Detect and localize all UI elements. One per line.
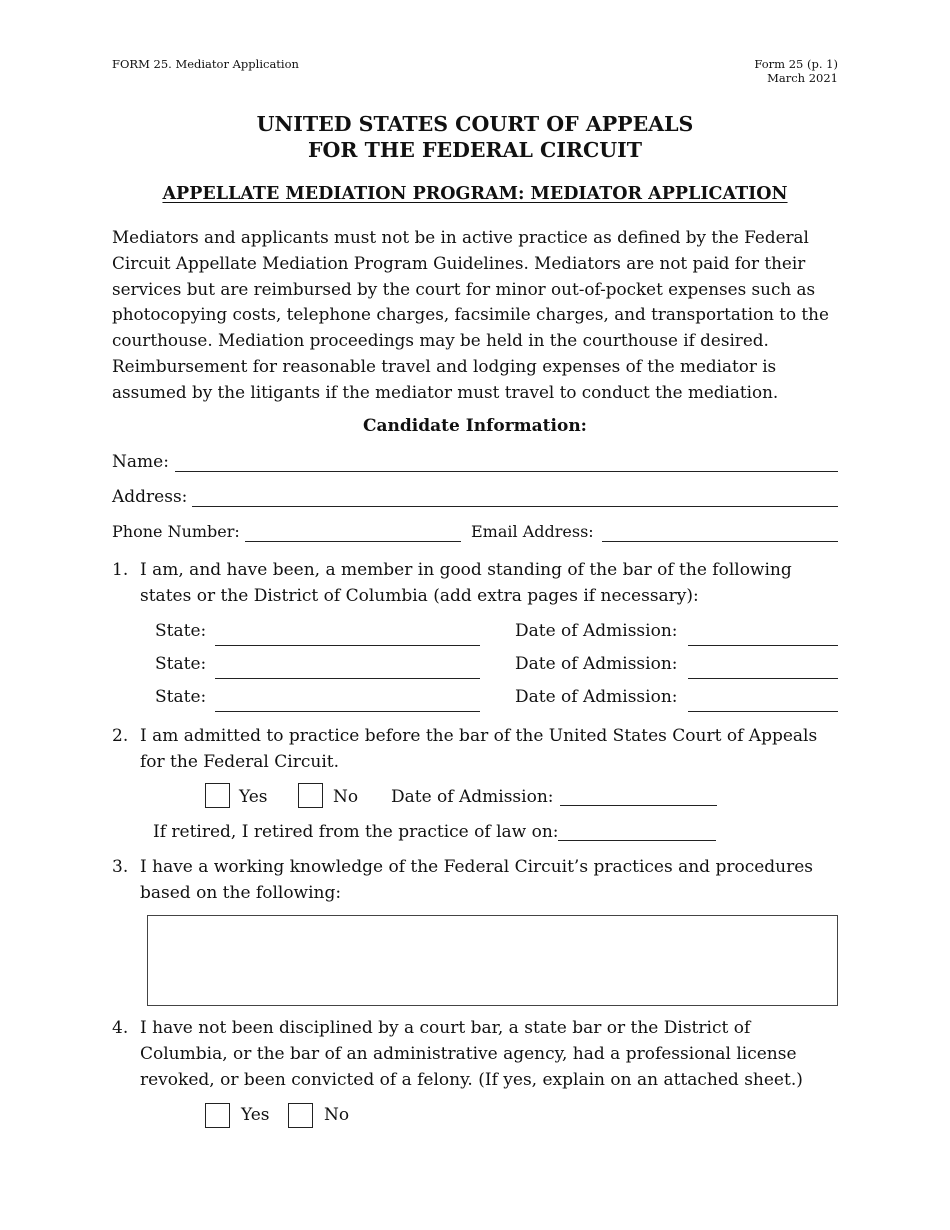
q4-no-label: No (324, 1105, 350, 1125)
admission-date-field-2[interactable] (688, 678, 838, 679)
q2-yes-label: Yes (239, 787, 268, 807)
q4-no-checkbox[interactable] (288, 1103, 313, 1128)
q1-number: 1. (112, 560, 129, 580)
q4-text-line3: revoked, or been convicted of a felony. (If yes, explain on an attached sheet.) (140, 1070, 803, 1090)
q4-yes-checkbox[interactable] (205, 1103, 230, 1128)
state-label: State: (155, 654, 207, 674)
retired-date-field[interactable] (558, 840, 716, 841)
q2-text-line2: for the Federal Circuit. (140, 752, 339, 772)
q2-yes-checkbox[interactable] (205, 783, 230, 808)
q3-number: 3. (112, 857, 129, 877)
phone-field[interactable] (245, 541, 461, 542)
q2-number: 2. (112, 726, 129, 746)
address-label: Address: (112, 487, 188, 507)
state-field-2[interactable] (215, 678, 480, 679)
q2-admission-label: Date of Admission: (391, 787, 554, 807)
phone-label: Phone Number: (112, 522, 240, 541)
state-field-1[interactable] (215, 645, 480, 646)
address-field[interactable] (192, 506, 838, 507)
email-label: Email Address: (471, 522, 594, 541)
intro-paragraph (112, 225, 838, 406)
intro-line: services but are reimbursed by the court for minor out-of-pocket expenses such as (112, 278, 816, 299)
q4-text-line1: I have not been disciplined by a court bar, a state bar or the District of (140, 1018, 751, 1038)
retired-label: If retired, I retired from the practice of law on: (153, 822, 559, 842)
admission-date-label: Date of Admission: (515, 654, 678, 674)
name-field[interactable] (175, 471, 838, 472)
intro-line: Reimbursement for reasonable travel and lodging expenses of the mediator is (112, 355, 777, 376)
form-subtitle: APPELLATE MEDIATION PROGRAM: MEDIATOR APPLICATION (162, 184, 788, 204)
q1-text-line1: I am, and have been, a member in good standing of the bar of the following (140, 560, 792, 580)
q3-knowledge-textbox[interactable] (147, 915, 838, 1006)
q2-admission-date-field[interactable] (560, 805, 717, 806)
q1-text-line2: states or the District of Columbia (add extra pages if necessary): (140, 586, 699, 606)
intro-line: courthouse. Mediation proceedings may be held in the courthouse if desired. (112, 330, 769, 351)
intro-line: Mediators and applicants must not be in active practice as defined by the Federal (112, 227, 809, 247)
form-name: FORM 25. Mediator Application (112, 57, 299, 71)
q2-text-line1: I am admitted to practice before the bar of the United States Court of Appeals (140, 726, 818, 746)
q4-text-line2: Columbia, or the bar of an administrative agency, had a professional license (140, 1044, 797, 1064)
intro-line: assumed by the litigants if the mediator must travel to conduct the mediation. (112, 381, 779, 402)
form-number: Form 25 (p. 1) (754, 57, 838, 71)
state-field-3[interactable] (215, 711, 480, 712)
state-label: State: (155, 621, 207, 641)
court-title-line2: FOR THE FEDERAL CIRCUIT (307, 138, 643, 162)
q4-number: 4. (112, 1018, 129, 1038)
intro-line: Circuit Appellate Mediation Program Guidelines. Mediators are not paid for their (112, 252, 806, 273)
state-label: State: (155, 687, 207, 707)
candidate-heading: Candidate Information: (363, 416, 587, 436)
q3-text-line1: I have a working knowledge of the Federal Circuit’s practices and procedures (140, 857, 814, 877)
admission-date-label: Date of Admission: (515, 621, 678, 641)
form-page (112, 0, 838, 1230)
court-title-line1: UNITED STATES COURT OF APPEALS (256, 112, 694, 136)
admission-date-label: Date of Admission: (515, 687, 678, 707)
q4-yes-label: Yes (241, 1105, 270, 1125)
email-field[interactable] (602, 541, 838, 542)
name-label: Name: (112, 452, 169, 472)
q2-no-label: No (333, 787, 359, 807)
intro-line: photocopying costs, telephone charges, facsimile charges, and transportation to the (112, 304, 829, 325)
q3-text-line2: based on the following: (140, 883, 342, 903)
admission-date-field-3[interactable] (688, 711, 838, 712)
form-date: March 2021 (767, 71, 838, 85)
admission-date-field-1[interactable] (688, 645, 838, 646)
q2-no-checkbox[interactable] (298, 783, 323, 808)
